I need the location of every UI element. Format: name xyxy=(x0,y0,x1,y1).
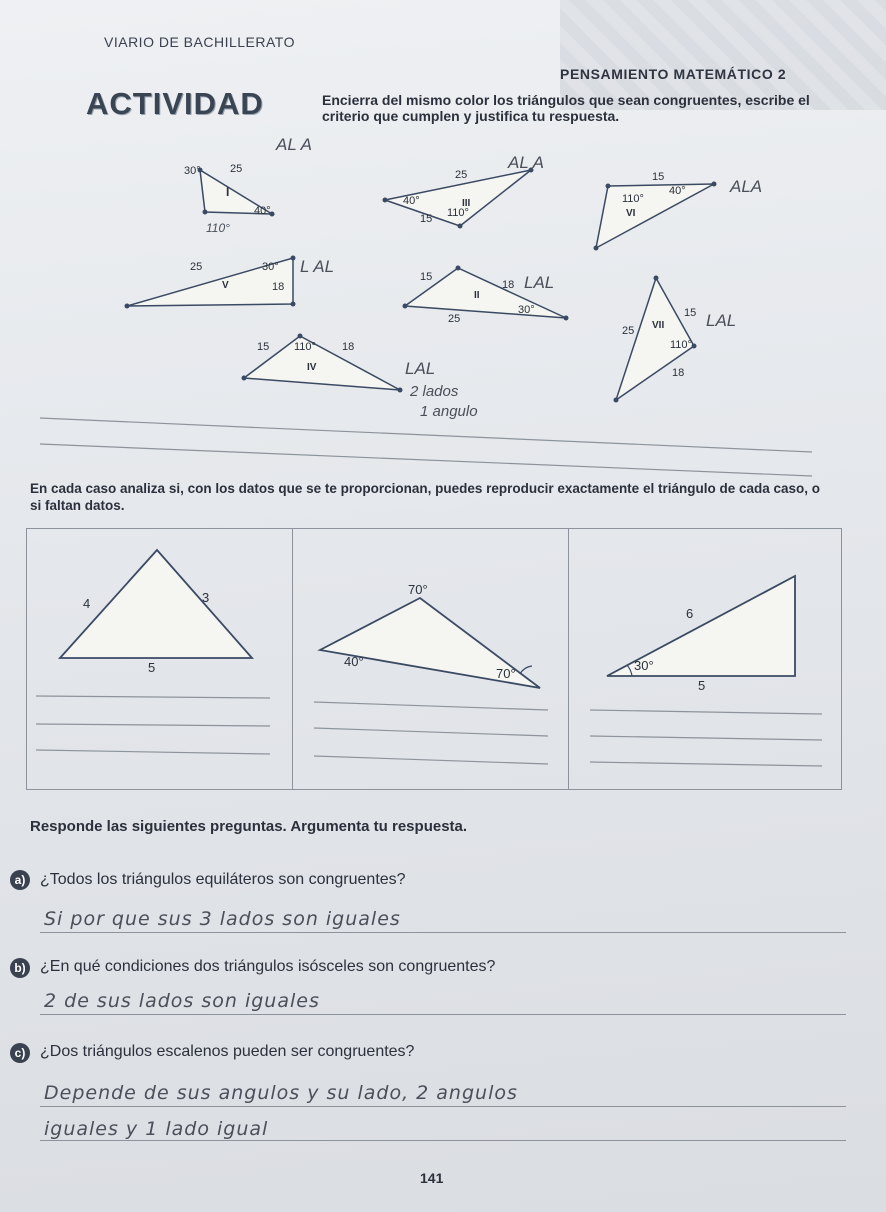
tri-V-side: 25 xyxy=(190,261,203,273)
hand-tri-II: LAL xyxy=(524,273,555,292)
tri-III-side-top: 25 xyxy=(455,169,468,181)
activity-badge: ACTIVIDAD xyxy=(86,86,264,121)
case-2-angle-left: 40° xyxy=(344,654,364,669)
tri-III-label: III xyxy=(462,198,471,209)
question-b-answer: 2 de sus lados son iguales xyxy=(44,990,320,1012)
tri-IV-label: IV xyxy=(307,362,317,373)
activity-instructions: Encierra del mismo color los triángulos que sean congruentes, escribe el criterio que cumplen y justifica tu respuesta. xyxy=(322,92,810,124)
tri-IV-side-left: 15 xyxy=(257,341,270,353)
case-1-side-left: 4 xyxy=(83,596,91,611)
page-number: 141 xyxy=(420,1170,444,1186)
tri-II-side-right: 18 xyxy=(502,279,515,291)
case-1-side-right: 3 xyxy=(202,590,210,605)
tri-VI-angle-left: 110° xyxy=(622,193,644,205)
question-c-text: ¿Dos triángulos escalenos pueden ser congruentes? xyxy=(40,1043,415,1060)
tri-III-angle-left: 40° xyxy=(403,195,420,207)
question-a-text: ¿Todos los triángulos equiláteros son congruentes? xyxy=(40,871,406,888)
case-3-angle: 30° xyxy=(634,658,654,673)
triangle-VI xyxy=(596,184,714,248)
question-b-text: ¿En qué condiciones dos triángulos isósceles son congruentes? xyxy=(40,958,496,975)
hand-tri-VI: ALA xyxy=(730,177,763,196)
case-2-angle-right: 70° xyxy=(496,666,516,681)
hand-tri-IV-note1: 2 lados xyxy=(410,383,459,400)
answer-line-a xyxy=(40,932,846,933)
hand-tri-IV: LAL xyxy=(405,359,436,378)
hand-tri-VII: LAL xyxy=(706,311,737,330)
tri-IV-side-right: 18 xyxy=(342,341,355,353)
tri-V-label: V xyxy=(222,280,229,291)
task-instructions: En cada caso analiza si, con los datos que se te proporcionan, puedes reproducir exactamente el triángulo de cada caso, o si faltan datos. xyxy=(30,481,820,513)
hand-tri-V: L AL xyxy=(300,257,335,276)
tri-IV-angle: 110° xyxy=(294,341,316,353)
case-2-angle-top: 70° xyxy=(408,582,428,597)
tri-III-angle-bottom: 110° xyxy=(447,207,469,219)
hand-tri-I-angle: 110° xyxy=(206,221,230,235)
question-b-badge: b) xyxy=(10,958,30,978)
tri-I-angle-top: 30° xyxy=(184,165,201,177)
hand-tri-III: AL A xyxy=(508,153,544,172)
question-c-badge: c) xyxy=(10,1043,30,1063)
case-3-side-bottom: 5 xyxy=(698,678,706,693)
case-3-hypotenuse: 6 xyxy=(686,606,694,621)
tri-I-side: 25 xyxy=(230,163,243,175)
question-c-answer-line1: Depende de sus angulos y su lado, 2 angulos xyxy=(44,1082,518,1104)
tri-II-label: II xyxy=(474,290,480,301)
tri-III-side-bottom: 15 xyxy=(420,213,433,225)
question-a-answer: Si por que sus 3 lados son iguales xyxy=(44,908,401,930)
questions-header: Responde las siguientes preguntas. Argumenta tu respuesta. xyxy=(30,818,468,835)
tri-I-label: I xyxy=(226,185,230,199)
tri-VII-side-right: 15 xyxy=(684,307,697,319)
tri-VI-side: 15 xyxy=(652,171,665,183)
header-left: VIARIO DE BACHILLERATO xyxy=(104,34,295,50)
tri-I-angle-bottom: 40° xyxy=(254,205,271,217)
tri-VII-side-bottom: 18 xyxy=(672,367,685,379)
tri-II-side-left: 15 xyxy=(420,271,433,283)
hand-tri-IV-note2: 1 angulo xyxy=(420,403,478,420)
hand-tri-I: AL A xyxy=(276,135,312,154)
tri-VI-angle-right: 40° xyxy=(669,185,686,197)
case-1-side-bottom: 5 xyxy=(148,660,156,675)
triangles-figure xyxy=(0,0,886,480)
question-c-answer-line2: iguales y 1 lado igual xyxy=(44,1118,269,1140)
tri-II-angle: 30° xyxy=(518,304,535,316)
header-right: PENSAMIENTO MATEMÁTICO 2 xyxy=(560,66,787,82)
question-a-badge: a) xyxy=(10,870,30,890)
tri-VII-angle: 110° xyxy=(670,339,692,351)
cases-figure xyxy=(0,528,886,790)
tri-VII-side-left: 25 xyxy=(622,325,635,337)
tri-VI-label: VI xyxy=(626,208,636,219)
answer-line-b xyxy=(40,1014,846,1015)
tri-VII-label: VII xyxy=(652,320,665,331)
tri-II-side-bottom: 25 xyxy=(448,313,461,325)
answer-line-c1 xyxy=(40,1106,846,1107)
tri-V-side-right: 18 xyxy=(272,281,285,293)
answer-line-c2 xyxy=(40,1140,846,1141)
tri-V-angle: 30° xyxy=(262,261,279,273)
